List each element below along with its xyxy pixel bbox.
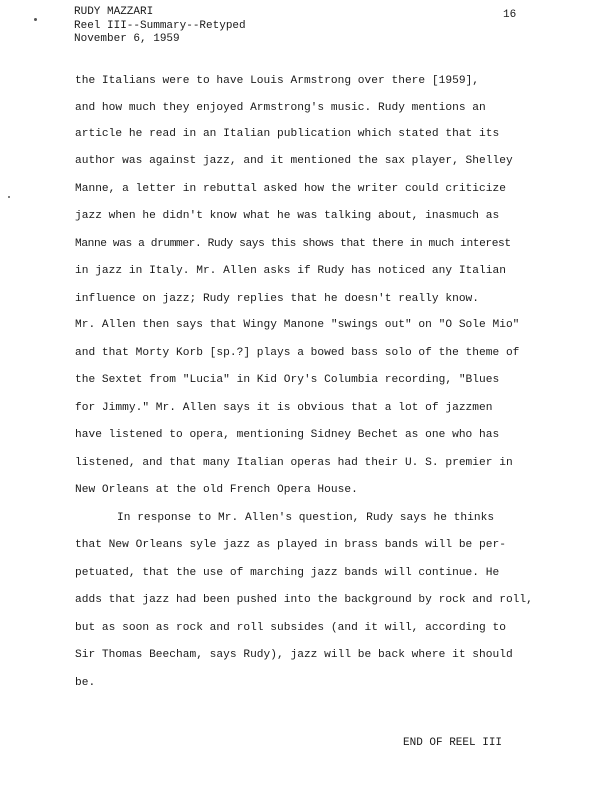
body-line: listened, and that many Italian operas had their U. S. premier in	[75, 457, 513, 469]
body-line: adds that jazz had been pushed into the background by rock and roll,	[75, 594, 533, 606]
body-line: have listened to opera, mentioning Sidney Bechet as one who has	[75, 429, 500, 441]
body-line: jazz when he didn't know what he was talking about, inasmuch as	[75, 210, 500, 222]
interviewee-name: RUDY MAZZARI	[74, 6, 154, 18]
body-line: author was against jazz, and it mentioned the sax player, Shelley	[75, 155, 513, 167]
body-line: and how much they enjoyed Armstrong's music. Rudy mentions an	[75, 102, 486, 114]
body-line: Manne, a letter in rebuttal asked how the writer could criticize	[75, 183, 506, 195]
interview-date: November 6, 1959	[74, 33, 180, 45]
body-line: Sir Thomas Beecham, says Rudy), jazz will be back where it should	[75, 649, 513, 661]
body-line: the Sextet from "Lucia" in Kid Ory's Columbia recording, "Blues	[75, 374, 500, 386]
page-number: 16	[503, 9, 517, 21]
body-line: be.	[75, 677, 96, 689]
body-line: but as soon as rock and roll subsides (and it will, according to	[75, 622, 506, 634]
body-line: In response to Mr. Allen's question, Rudy says he thinks	[117, 512, 495, 524]
body-line: New Orleans at the old French Opera House.	[75, 484, 358, 496]
body-line: article he read in an Italian publication which stated that its	[75, 128, 500, 140]
body-line: the Italians were to have Louis Armstrong over there [1959],	[75, 75, 480, 87]
body-line: in jazz in Italy. Mr. Allen asks if Rudy has noticed any Italian	[75, 265, 506, 277]
body-line: Mr. Allen then says that Wingy Manone "swings out" on "O Sole Mio"	[75, 319, 520, 331]
body-line: that New Orleans syle jazz as played in brass bands will be per-	[75, 539, 506, 551]
end-of-reel-marker: END OF REEL III	[403, 737, 503, 749]
body-line: petuated, that the use of marching jazz bands will continue. He	[75, 567, 500, 579]
scan-speck	[34, 18, 37, 21]
body-line: and that Morty Korb [sp.?] plays a bowed bass solo of the theme of	[75, 347, 520, 359]
body-line: influence on jazz; Rudy replies that he doesn't really know.	[75, 293, 480, 305]
body-line: for Jimmy." Mr. Allen says it is obvious that a lot of jazzmen	[75, 402, 493, 414]
body-line: Manne was a drummer. Rudy says this shows that there in much interest	[75, 238, 511, 250]
reel-label: Reel III--Summary--Retyped	[74, 19, 246, 32]
scan-speck	[8, 196, 10, 198]
document-header	[74, 6, 246, 47]
